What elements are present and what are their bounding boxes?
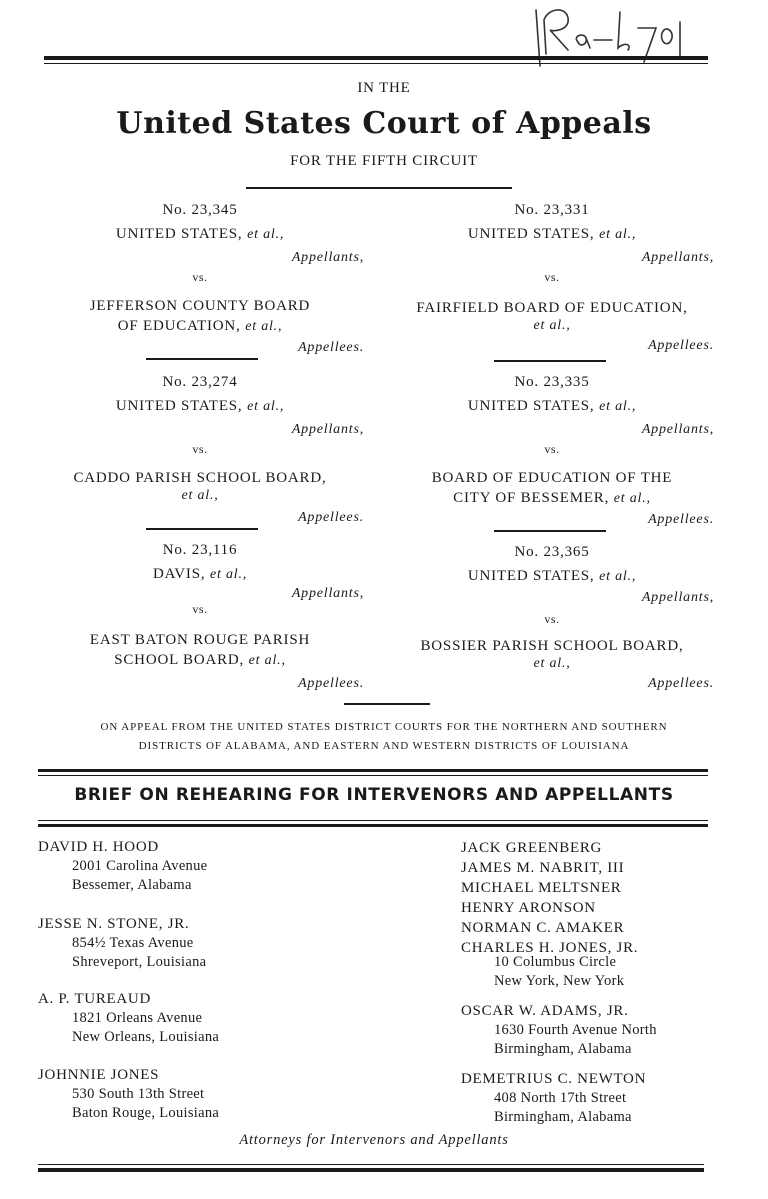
case-divider	[146, 358, 258, 360]
case-block	[384, 544, 720, 704]
attorneys-footer: Attorneys for Intervenors and Appellants	[239, 1132, 509, 1148]
top-rule-thick	[44, 56, 708, 60]
versus-label: vs.	[544, 270, 560, 284]
case-block	[384, 374, 720, 534]
case-block	[30, 542, 370, 702]
versus-label: vs.	[192, 270, 208, 284]
attorney-address: 854½ Texas Avenue Shreveport, Louisiana	[72, 935, 207, 970]
in-the-label: IN THE	[357, 80, 411, 96]
brief-rule-thin	[38, 775, 708, 776]
case-divider	[146, 528, 258, 530]
case-block	[30, 202, 370, 362]
appellant-role: Appellants,	[641, 250, 714, 265]
appellant-name: UNITED STATES, et al.,	[467, 568, 637, 584]
appellant-name: UNITED STATES, et al.,	[467, 226, 637, 242]
brief-rule-thin	[38, 820, 708, 821]
versus-label: vs.	[544, 612, 560, 626]
appellee-role: Appellees.	[648, 512, 714, 527]
top-rule-thin	[44, 63, 708, 64]
appellee-name: BOSSIER PARISH SCHOOL BOARD,	[420, 638, 684, 654]
appellant-name: UNITED STATES, et al.,	[115, 226, 285, 242]
versus-label: vs.	[544, 442, 560, 456]
court-title: United States Court of Appeals	[116, 106, 652, 141]
attorney-address: 1630 Fourth Avenue North Birmingham, Alabama	[494, 1022, 657, 1057]
appellee-name: EAST BATON ROUGE PARISH SCHOOL BOARD, et al.,	[89, 632, 311, 668]
attorney-name: A. P. TUREAUD	[38, 991, 152, 1007]
brief-rule-thick	[38, 769, 708, 772]
case-divider	[494, 360, 606, 362]
appellee-suffix: et al.,	[181, 488, 219, 503]
case-number: No. 23,335	[514, 374, 590, 390]
appellant-role: Appellants,	[291, 586, 364, 601]
bottom-rule-thin	[38, 1164, 704, 1165]
attorney-name: MICHAEL MELTSNER	[461, 880, 622, 896]
case-block	[30, 374, 370, 534]
appellee-suffix: et al.,	[533, 656, 571, 671]
appellee-name: CADDO PARISH SCHOOL BOARD,	[73, 470, 327, 486]
bottom-rule-thick	[38, 1168, 704, 1172]
appellee-role: Appellees.	[648, 676, 714, 691]
appellee-suffix: et al.,	[533, 318, 571, 333]
case-number: No. 23,365	[514, 544, 590, 560]
case-number: No. 23,274	[162, 374, 238, 390]
attorney-name: JACK GREENBERG	[461, 840, 603, 856]
appellant-role: Appellants,	[641, 422, 714, 437]
attorney-address: 10 Columbus Circle New York, New York	[494, 954, 625, 989]
appeal-note-line: ON APPEAL FROM THE UNITED STATES DISTRICT COURTS FOR THE NORTHERN AND SOUTHERN	[100, 721, 668, 733]
attorney-name: NORMAN C. AMAKER	[461, 920, 625, 936]
appellee-role: Appellees.	[298, 676, 364, 691]
appeal-note	[0, 718, 768, 756]
attorney-address: 408 North 17th Street Birmingham, Alabama	[494, 1090, 632, 1125]
appellee-role: Appellees.	[298, 340, 364, 355]
cases-divider	[344, 703, 430, 705]
brief-rule-thick	[38, 824, 708, 827]
appellee-role: Appellees.	[648, 338, 714, 353]
appellant-name: DAVIS, et al.,	[152, 566, 248, 582]
brief-title: BRIEF ON REHEARING FOR INTERVENORS AND APPELLANTS	[74, 785, 674, 805]
appellant-name: UNITED STATES, et al.,	[115, 398, 285, 414]
attorney-name: JOHNNIE JONES	[38, 1067, 160, 1083]
attorney-name: OSCAR W. ADAMS, JR.	[461, 1003, 629, 1019]
attorney-name: JAMES M. NABRIT, III	[461, 860, 625, 876]
appellant-name: UNITED STATES, et al.,	[467, 398, 637, 414]
appeal-note-line: DISTRICTS OF ALABAMA, AND EASTERN AND WESTERN DISTRICTS OF LOUISIANA	[138, 740, 630, 752]
header-divider	[246, 187, 512, 189]
appellant-role: Appellants,	[291, 250, 364, 265]
attorney-name: DEMETRIUS C. NEWTON	[461, 1071, 647, 1087]
appellant-role: Appellants,	[291, 422, 364, 437]
case-number: No. 23,116	[162, 542, 238, 558]
attorney-address: 1821 Orleans Avenue New Orleans, Louisiana	[72, 1010, 220, 1045]
case-number: No. 23,345	[162, 202, 238, 218]
attorney-name: DAVID H. HOOD	[38, 839, 159, 855]
appellee-role: Appellees.	[298, 510, 364, 525]
attorney-address: 530 South 13th Street Baton Rouge, Louisiana	[72, 1086, 220, 1121]
appellant-role: Appellants,	[641, 590, 714, 605]
appellee-name: FAIRFIELD BOARD OF EDUCATION,	[416, 300, 688, 316]
versus-label: vs.	[192, 602, 208, 616]
circuit-label: FOR THE FIFTH CIRCUIT	[290, 153, 478, 169]
attorney-name-list	[461, 838, 638, 958]
attorney-name: JESSE N. STONE, JR.	[38, 916, 190, 932]
attorney-address: 2001 Carolina Avenue Bessemer, Alabama	[72, 858, 208, 893]
case-divider	[494, 530, 606, 532]
attorney-name: CHARLES H. JONES, JR.	[461, 940, 639, 956]
case-block	[384, 202, 720, 362]
case-number: No. 23,331	[514, 202, 590, 218]
appellee-name: BOARD OF EDUCATION OF THE CITY OF BESSEMER, et al.,	[431, 470, 673, 506]
appellee-name: JEFFERSON COUNTY BOARD OF EDUCATION, et al.,	[89, 298, 311, 334]
attorney-name: HENRY ARONSON	[461, 900, 596, 916]
versus-label: vs.	[192, 442, 208, 456]
